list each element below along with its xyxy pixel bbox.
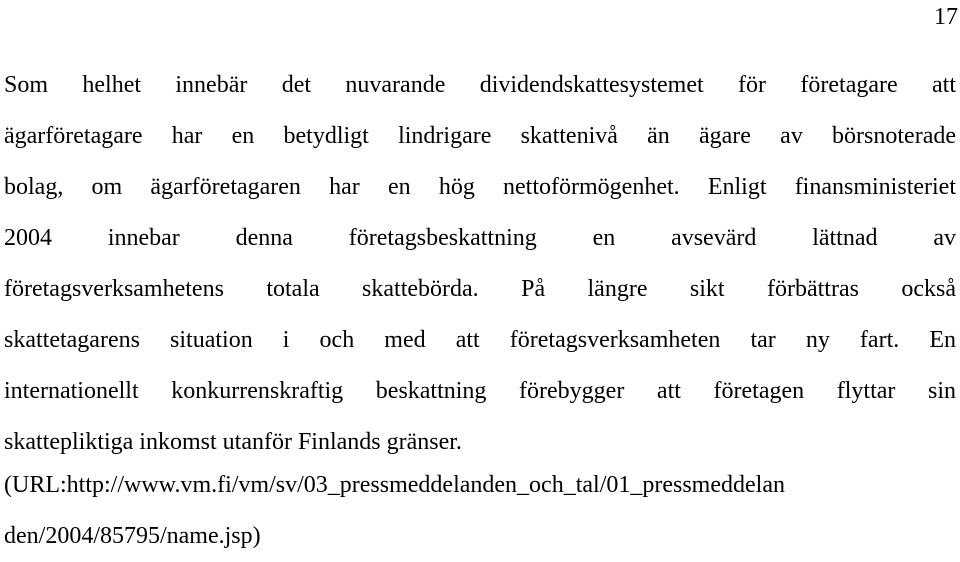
paragraph-line: ägarföretagare har en betydligt lindrigare skattenivå än ägare av börsnoterade xyxy=(4,123,956,149)
source-url-line: (URL:http://www.vm.fi/vm/sv/03_pressmeddelanden_och_tal/01_pressmeddelan xyxy=(4,472,785,498)
paragraph-line: 2004 innebar denna företagsbeskattning en avsevärd lättnad av xyxy=(4,225,956,251)
paragraph-line: skattetagarens situation i och med att företagsverksamheten tar ny fart. En xyxy=(4,327,956,353)
paragraph-line: bolag, om ägarföretagaren har en hög nettoförmögenhet. Enligt finansministeriet xyxy=(4,174,956,200)
source-url-line: den/2004/85795/name.jsp) xyxy=(4,523,261,549)
page-number: 17 xyxy=(934,4,958,30)
paragraph-line: företagsverksamhetens totala skattebörda. På längre sikt förbättras också xyxy=(4,276,956,302)
paragraph-line: skattepliktiga inkomst utanför Finlands gränser. xyxy=(4,429,462,455)
paragraph-line: internationellt konkurrenskraftig beskattning förebygger att företagen flyttar sin xyxy=(4,378,956,404)
body-paragraph xyxy=(4,60,956,468)
source-reference xyxy=(4,460,956,562)
paragraph-line: Som helhet innebär det nuvarande dividendskattesystemet för företagare att xyxy=(4,72,956,98)
